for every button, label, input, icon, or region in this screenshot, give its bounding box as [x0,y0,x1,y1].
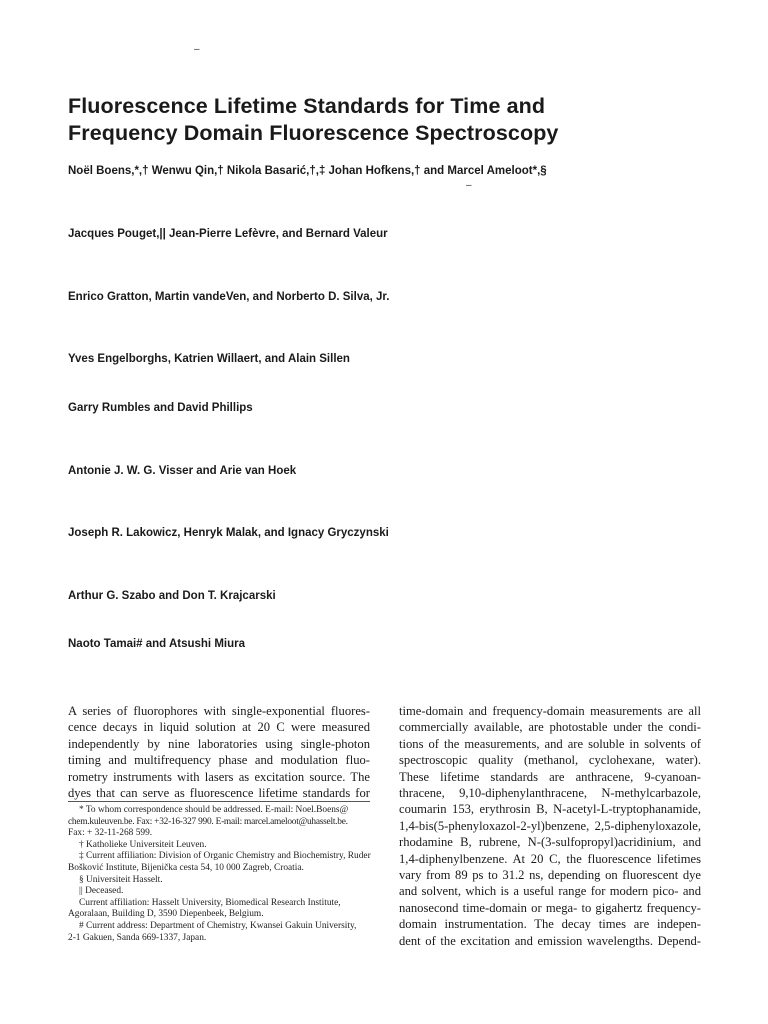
footnote-line: 2-1 Gakuen, Sanda 669-1337, Japan. [68,932,207,943]
abstract-line: vary from 89 ps to 31.2 ns, depending on fluorescent dye [399,868,701,883]
author-dash-mark: – [466,180,472,191]
author-group-7: Joseph R. Lakowicz, Henryk Malak, and Ignacy Gryczynski [68,527,389,539]
abstract-line: rhodamine B, rubrene, N-(3-sulfopropyl)acridinium, and [399,835,701,850]
abstract-line: timing and multifrequency phase and modulation fluo- [68,753,370,768]
abstract-line: dent of the excitation and emission wavelengths. Depend- [399,933,701,948]
footnote-line: Bošković Institute, Bijenička cesta 54, 10 000 Zagreb, Croatia. [68,862,304,873]
author-group-3: Enrico Gratton, Martin vandeVen, and Norberto D. Silva, Jr. [68,291,390,303]
paper-title [68,93,728,147]
footnote-line: Agoralaan, Building D, 3590 Diepenbeek, Belgium. [68,909,264,920]
abstract-left-column [68,703,370,801]
author-group-8: Arthur G. Szabo and Don T. Krajcarski [68,590,276,602]
author-group-5: Garry Rumbles and David Phillips [68,402,253,414]
abstract-line: independently by nine laboratories using single-photon [68,736,370,751]
abstract-right-column [399,703,701,949]
footnote-line: * To whom correspondence should be addressed. E-mail: Noel.Boens@ [79,805,349,815]
author-group-9: Naoto Tamai# and Atsushi Miura [68,638,245,650]
abstract-line: coumarin 153, erythrosin B, N-acetyl-L-tryptophanamide, [399,802,701,817]
footnote-line: † Katholieke Universiteit Leuven. [79,839,207,850]
footnote-line: Current affiliation: Hasselt University, Biomedical Research Institute, [79,897,341,908]
abstract-line: A series of fluorophores with single-exponential fluores- [68,704,370,718]
title-line-1: Fluorescence Lifetime Standards for Time and [68,94,546,118]
author-group-1: Noël Boens,*,† Wenwu Qin,† Nikola Basarić,†,‡ Johan Hofkens,† and Marcel Ameloot*,§ [68,165,547,177]
abstract-line: commercially available, are photostable under the condi- [399,720,701,735]
abstract-line: rometry instruments with lasers as excitation source. The [68,769,370,784]
abstract-line: These lifetime standards are anthracene, 9-cyanoan- [399,769,701,784]
footnote-line: # Current address: Department of Chemistry, Kwansei Gakuin University, [79,920,357,931]
author-group-4: Yves Engelborghs, Katrien Willaert, and Alain Sillen [68,353,350,365]
abstract-line: 1,4-bis(5-phenyloxazol-2-yl)benzene, 2,5-diphenyloxazole, [399,818,701,833]
abstract-line: spectroscopic quality (methanol, cyclohexane, water). [399,753,701,768]
abstract-line: tions of the measurements, and are soluble in solvents of [399,736,701,751]
footnote-divider [68,801,370,802]
abstract-line: and solvent, which is a useful range for modern pico- and [399,884,701,899]
abstract-line: cence decays in liquid solution at 20 C were measured [68,720,370,735]
footnote-line: || Deceased. [79,886,124,897]
abstract-line: domain instrumentation. The decay times are indepen- [399,917,701,932]
header-dash-mark: – [194,44,200,55]
abstract-line: dyes that can serve as fluorescence lifetime standards for [68,786,370,801]
footnotes [68,805,370,944]
author-group-2: Jacques Pouget,|| Jean-Pierre Lefèvre, and Bernard Valeur [68,228,388,240]
abstract-line: nanosecond time-domain or mega- to gigahertz frequency- [399,900,701,915]
footnote-line: ‡ Current affiliation: Division of Organic Chemistry and Biochemistry, Ruder [79,851,371,862]
footnote-line: Fax: + 32-11-268 599. [68,828,153,839]
abstract-line: time-domain and frequency-domain measurements are all [399,704,701,718]
author-group-6: Antonie J. W. G. Visser and Arie van Hoek [68,465,297,477]
footnote-line: chem.kuleuven.be. Fax: +32-16-327 990. E-mail: marcel.ameloot@uhasselt.be. [68,816,348,827]
abstract-line: 1,4-diphenylbenzene. At 20 C, the fluorescence lifetimes [399,851,701,866]
footnote-line: § Universiteit Hasselt. [79,874,163,885]
abstract-line: thracene, 9,10-diphenylanthracene, N-methylcarbazole, [399,786,701,801]
title-line-2: Frequency Domain Fluorescence Spectroscopy [68,121,559,145]
